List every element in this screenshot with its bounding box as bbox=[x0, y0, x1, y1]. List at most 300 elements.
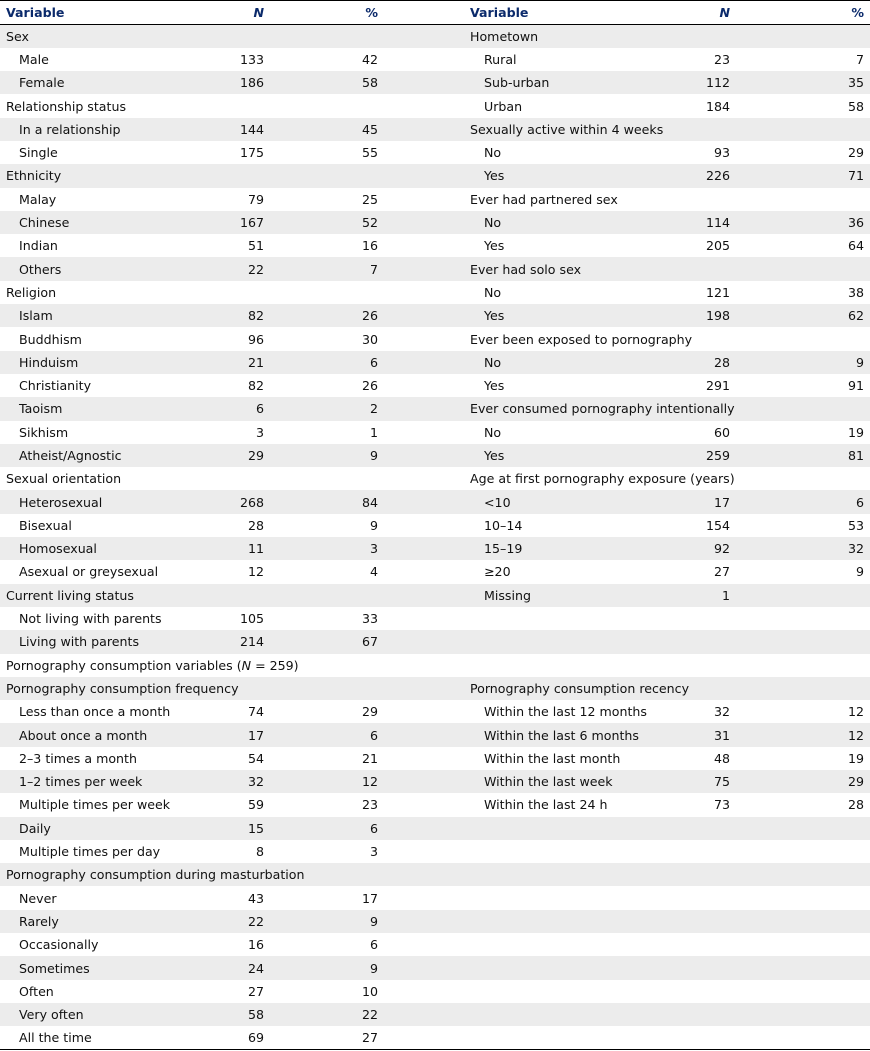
left-n-value: 59 bbox=[247, 797, 264, 813]
empty-cell bbox=[470, 956, 636, 979]
right-category-label: Sexually active within 4 weeks bbox=[470, 121, 664, 137]
left-n-value: 8 bbox=[255, 844, 264, 860]
column-gap bbox=[384, 514, 470, 537]
left-item-label: Daily bbox=[19, 820, 51, 836]
left-n-value: 82 bbox=[247, 308, 264, 324]
right-n-value: 198 bbox=[705, 308, 730, 324]
left-item-label: Often bbox=[19, 983, 54, 999]
left-pct-value: 3 bbox=[369, 541, 378, 557]
right-item-label: ≥20 bbox=[484, 564, 511, 580]
table-row bbox=[0, 257, 870, 280]
table-row bbox=[0, 188, 870, 211]
empty-cell bbox=[470, 980, 636, 1003]
table-row bbox=[0, 514, 870, 537]
left-n-value: 3 bbox=[255, 424, 264, 440]
right-item-label: No bbox=[484, 284, 502, 300]
left-n-value: 21 bbox=[247, 354, 264, 370]
table-row bbox=[0, 793, 870, 816]
left-n-value: 29 bbox=[247, 447, 264, 463]
column-gap bbox=[384, 327, 470, 350]
left-category-label: Current living status bbox=[6, 587, 134, 603]
empty-cell bbox=[470, 886, 636, 909]
right-pct-value bbox=[736, 327, 870, 350]
left-pct-value: 26 bbox=[361, 378, 378, 394]
left-pct-value bbox=[270, 584, 384, 607]
header-variable-right: Variable bbox=[470, 1, 636, 25]
right-pct-value: 7 bbox=[855, 51, 864, 67]
left-n-value: 32 bbox=[247, 774, 264, 790]
table-row bbox=[0, 956, 870, 979]
column-gap bbox=[384, 351, 470, 374]
table-row bbox=[0, 654, 870, 677]
right-pct-value: 62 bbox=[847, 308, 864, 324]
column-gap bbox=[384, 188, 470, 211]
empty-cell bbox=[736, 863, 870, 886]
right-pct-value bbox=[736, 584, 870, 607]
right-pct-value: 64 bbox=[847, 238, 864, 254]
left-n-value: 16 bbox=[247, 937, 264, 953]
empty-cell bbox=[636, 863, 736, 886]
left-item-label: Sikhism bbox=[19, 424, 69, 440]
left-item-label: Taoism bbox=[19, 401, 63, 417]
left-n-value: 28 bbox=[247, 517, 264, 533]
table-row bbox=[0, 933, 870, 956]
left-item-label: Not living with parents bbox=[19, 611, 162, 627]
right-pct-value: 29 bbox=[847, 145, 864, 161]
left-category-label: Sexual orientation bbox=[6, 471, 122, 487]
left-pct-value: 22 bbox=[361, 1007, 378, 1023]
right-item-label: Yes bbox=[484, 238, 505, 254]
left-pct-value bbox=[270, 25, 384, 48]
empty-cell bbox=[736, 630, 870, 653]
column-gap bbox=[384, 793, 470, 816]
right-n-value: 73 bbox=[713, 797, 730, 813]
table-row bbox=[0, 281, 870, 304]
left-item-label: Living with parents bbox=[19, 634, 140, 650]
left-category-label: Pornography consumption during masturbation bbox=[6, 867, 305, 883]
left-pct-value: 29 bbox=[361, 704, 378, 720]
column-gap bbox=[384, 933, 470, 956]
left-item-label: Less than once a month bbox=[19, 704, 171, 720]
table-row bbox=[0, 164, 870, 187]
column-gap bbox=[384, 560, 470, 583]
column-gap bbox=[384, 863, 470, 886]
left-pct-value: 10 bbox=[361, 983, 378, 999]
table-row bbox=[0, 444, 870, 467]
left-n-value: 79 bbox=[247, 191, 264, 207]
column-gap bbox=[384, 94, 470, 117]
left-pct-value: 6 bbox=[369, 354, 378, 370]
left-category-label: Ethnicity bbox=[6, 168, 62, 184]
table-row bbox=[0, 910, 870, 933]
right-item-label: Yes bbox=[484, 168, 505, 184]
left-pct-value: 27 bbox=[270, 1026, 384, 1049]
left-pct-value: 67 bbox=[361, 634, 378, 650]
column-gap bbox=[384, 374, 470, 397]
right-pct-value: 9 bbox=[855, 564, 864, 580]
empty-cell bbox=[736, 840, 870, 863]
right-n-value: 17 bbox=[713, 494, 730, 510]
left-n-value: 167 bbox=[239, 215, 264, 231]
right-item-label: Urban bbox=[484, 98, 523, 114]
empty-cell bbox=[470, 630, 636, 653]
right-pct-value: 9 bbox=[855, 354, 864, 370]
left-item-label: Homosexual bbox=[19, 541, 97, 557]
left-pct-value: 26 bbox=[361, 308, 378, 324]
left-pct-value: 3 bbox=[369, 844, 378, 860]
right-n-value: 226 bbox=[705, 168, 730, 184]
column-gap bbox=[384, 304, 470, 327]
left-n-value bbox=[170, 94, 270, 117]
table-row bbox=[0, 25, 870, 48]
table-row bbox=[0, 374, 870, 397]
table-row bbox=[0, 537, 870, 560]
empty-cell bbox=[470, 607, 636, 630]
left-n-value: 12 bbox=[247, 564, 264, 580]
right-pct-value: 12 bbox=[847, 704, 864, 720]
right-item-label: No bbox=[484, 145, 502, 161]
left-pct-value: 25 bbox=[361, 191, 378, 207]
column-gap bbox=[384, 25, 470, 48]
left-n-value: 17 bbox=[247, 727, 264, 743]
left-pct-value: 58 bbox=[361, 75, 378, 91]
table-header-row bbox=[0, 1, 870, 25]
left-item-label: Occasionally bbox=[19, 937, 99, 953]
header-gap bbox=[384, 1, 470, 25]
right-item-label: Within the last 6 months bbox=[484, 727, 639, 743]
left-n-value: 27 bbox=[247, 983, 264, 999]
left-pct-value: 2 bbox=[369, 401, 378, 417]
right-n-value: 32 bbox=[713, 704, 730, 720]
column-gap bbox=[384, 397, 470, 420]
left-item-label: Indian bbox=[19, 238, 58, 254]
right-pct-value bbox=[736, 467, 870, 490]
left-category-label: Religion bbox=[6, 284, 57, 300]
left-pct-value bbox=[270, 164, 384, 187]
left-pct-value bbox=[270, 467, 384, 490]
right-item-label: Within the last 12 months bbox=[484, 704, 647, 720]
left-n-value bbox=[170, 584, 270, 607]
right-pct-value bbox=[736, 257, 870, 280]
left-n-value: 133 bbox=[239, 51, 264, 67]
right-pct-value bbox=[736, 397, 870, 420]
table-row bbox=[0, 1026, 870, 1049]
left-n-value bbox=[170, 467, 270, 490]
left-item-label: About once a month bbox=[19, 727, 148, 743]
left-n-value: 268 bbox=[239, 494, 264, 510]
column-gap bbox=[384, 421, 470, 444]
right-pct-value: 6 bbox=[855, 494, 864, 510]
left-item-label: Multiple times per week bbox=[19, 797, 171, 813]
left-n-value: 24 bbox=[247, 960, 264, 976]
right-item-label: Yes bbox=[484, 378, 505, 394]
left-item-label: Sometimes bbox=[19, 960, 90, 976]
right-pct-value bbox=[736, 677, 870, 700]
left-pct-value: 30 bbox=[361, 331, 378, 347]
empty-cell bbox=[736, 817, 870, 840]
empty-cell bbox=[636, 630, 736, 653]
empty-cell bbox=[736, 1026, 870, 1049]
header-pct-right: % bbox=[736, 1, 870, 25]
left-pct-value: 6 bbox=[369, 820, 378, 836]
table-row bbox=[0, 747, 870, 770]
table-row bbox=[0, 327, 870, 350]
column-gap bbox=[384, 118, 470, 141]
left-item-label: Christianity bbox=[19, 378, 92, 394]
table-row bbox=[0, 886, 870, 909]
full-width-section-header bbox=[0, 654, 870, 677]
right-n-value: 75 bbox=[713, 774, 730, 790]
right-pct-value: 12 bbox=[847, 727, 864, 743]
left-n-value bbox=[170, 281, 270, 304]
right-pct-value: 36 bbox=[847, 215, 864, 231]
column-gap bbox=[384, 607, 470, 630]
left-n-value: 22 bbox=[247, 913, 264, 929]
right-item-label: <10 bbox=[484, 494, 511, 510]
right-item-label: Missing bbox=[484, 587, 531, 603]
right-pct-value: 81 bbox=[847, 447, 864, 463]
left-pct-value: 9 bbox=[369, 960, 378, 976]
column-gap bbox=[384, 1026, 470, 1049]
table-row bbox=[0, 351, 870, 374]
table-row bbox=[0, 630, 870, 653]
empty-cell bbox=[736, 980, 870, 1003]
left-item-label: Hinduism bbox=[19, 354, 79, 370]
left-n-value bbox=[170, 164, 270, 187]
right-item-label: Within the last month bbox=[484, 750, 621, 766]
column-gap bbox=[384, 141, 470, 164]
left-item-label: 1–2 times per week bbox=[19, 774, 143, 790]
right-pct-value bbox=[736, 118, 870, 141]
header-pct-left: % bbox=[270, 1, 384, 25]
header-variable-left: Variable bbox=[0, 1, 170, 25]
table-row bbox=[0, 1003, 870, 1026]
right-n-value: 28 bbox=[713, 354, 730, 370]
right-item-label: No bbox=[484, 354, 502, 370]
column-gap bbox=[384, 444, 470, 467]
left-category-label: Pornography consumption frequency bbox=[6, 680, 239, 696]
left-pct-value: 23 bbox=[361, 797, 378, 813]
empty-cell bbox=[636, 607, 736, 630]
column-gap bbox=[384, 71, 470, 94]
left-item-label: Others bbox=[19, 261, 62, 277]
right-item-label: 15–19 bbox=[484, 541, 523, 557]
left-pct-value: 9 bbox=[369, 517, 378, 533]
right-n-value: 121 bbox=[705, 284, 730, 300]
table-row bbox=[0, 397, 870, 420]
right-item-label: Within the last 24 h bbox=[484, 797, 608, 813]
column-gap bbox=[384, 700, 470, 723]
left-pct-value: 9 bbox=[369, 913, 378, 929]
empty-cell bbox=[736, 933, 870, 956]
left-n-value: 51 bbox=[247, 238, 264, 254]
right-n-value: 60 bbox=[713, 424, 730, 440]
table-row bbox=[0, 234, 870, 257]
empty-cell bbox=[470, 1026, 636, 1049]
right-category-label: Ever had partnered sex bbox=[470, 191, 618, 207]
table-row bbox=[0, 211, 870, 234]
column-gap bbox=[384, 537, 470, 560]
empty-cell bbox=[636, 840, 736, 863]
column-gap bbox=[384, 886, 470, 909]
left-pct-value: 84 bbox=[361, 494, 378, 510]
left-n-value bbox=[170, 25, 270, 48]
column-gap bbox=[384, 234, 470, 257]
right-n-value: 154 bbox=[705, 517, 730, 533]
column-gap bbox=[384, 164, 470, 187]
left-n-value: 96 bbox=[247, 331, 264, 347]
empty-cell bbox=[636, 886, 736, 909]
empty-cell bbox=[470, 840, 636, 863]
right-category-label: Ever had solo sex bbox=[470, 261, 582, 277]
empty-cell bbox=[470, 1003, 636, 1026]
left-n-value: 22 bbox=[247, 261, 264, 277]
left-item-label: Buddhism bbox=[19, 331, 82, 347]
left-n-value: 15 bbox=[247, 820, 264, 836]
left-pct-value: 55 bbox=[361, 145, 378, 161]
right-pct-value bbox=[736, 25, 870, 48]
right-n-value: 48 bbox=[713, 750, 730, 766]
left-item-label: All the time bbox=[0, 1026, 170, 1049]
left-n-value: 105 bbox=[239, 611, 264, 627]
left-pct-value bbox=[270, 281, 384, 304]
left-category-label: Relationship status bbox=[6, 98, 127, 114]
right-category-label: Pornography consumption recency bbox=[470, 680, 690, 696]
left-item-label: Rarely bbox=[19, 913, 59, 929]
right-item-label: Within the last week bbox=[484, 774, 613, 790]
empty-cell bbox=[736, 607, 870, 630]
empty-cell bbox=[636, 980, 736, 1003]
right-category-label: Hometown bbox=[470, 28, 539, 44]
table-row bbox=[0, 141, 870, 164]
right-n-value: 112 bbox=[705, 75, 730, 91]
left-pct-value: 16 bbox=[361, 238, 378, 254]
right-pct-value: 35 bbox=[847, 75, 864, 91]
left-pct-value: 33 bbox=[361, 611, 378, 627]
left-n-value: 144 bbox=[239, 121, 264, 137]
right-pct-value bbox=[736, 188, 870, 211]
table-row bbox=[0, 71, 870, 94]
column-gap bbox=[384, 747, 470, 770]
left-item-label: Single bbox=[19, 145, 58, 161]
left-item-label: In a relationship bbox=[19, 121, 121, 137]
right-n-value: 291 bbox=[705, 378, 730, 394]
column-gap bbox=[384, 584, 470, 607]
left-pct-value: 42 bbox=[361, 51, 378, 67]
left-item-label: 2–3 times a month bbox=[19, 750, 137, 766]
section-header-prefix: Pornography consumption variables ( bbox=[6, 657, 242, 673]
empty-cell bbox=[736, 886, 870, 909]
right-n-value: 92 bbox=[713, 541, 730, 557]
empty-cell bbox=[470, 863, 636, 886]
header-n-left: N bbox=[170, 1, 270, 25]
right-n-value bbox=[636, 25, 736, 48]
empty-cell bbox=[470, 933, 636, 956]
left-item-label: Bisexual bbox=[19, 517, 72, 533]
right-pct-value: 53 bbox=[847, 517, 864, 533]
column-gap bbox=[384, 817, 470, 840]
empty-cell bbox=[736, 1003, 870, 1026]
left-item-label: Malay bbox=[19, 191, 57, 207]
table-row bbox=[0, 467, 870, 490]
column-gap bbox=[384, 956, 470, 979]
empty-cell bbox=[736, 910, 870, 933]
left-item-label: Islam bbox=[19, 308, 53, 324]
right-n-value: 27 bbox=[713, 564, 730, 580]
right-category-label: Ever consumed pornography intentionally bbox=[470, 401, 735, 417]
left-n-value: 43 bbox=[247, 890, 264, 906]
left-pct-value: 1 bbox=[369, 424, 378, 440]
column-gap bbox=[384, 1003, 470, 1026]
column-gap bbox=[384, 840, 470, 863]
header-n-right: N bbox=[636, 1, 736, 25]
empty-cell bbox=[636, 1026, 736, 1049]
right-category-label: Ever been exposed to pornography bbox=[470, 331, 693, 347]
left-item-label: Female bbox=[19, 75, 65, 91]
table-row bbox=[0, 94, 870, 117]
table-row bbox=[0, 840, 870, 863]
right-n-value bbox=[636, 257, 736, 280]
right-item-label: 10–14 bbox=[484, 517, 523, 533]
right-n-value bbox=[636, 188, 736, 211]
column-gap bbox=[384, 677, 470, 700]
table-row bbox=[0, 817, 870, 840]
right-pct-value: 28 bbox=[847, 797, 864, 813]
left-n-value: 214 bbox=[239, 634, 264, 650]
right-n-value: 205 bbox=[705, 238, 730, 254]
left-n-value: 175 bbox=[239, 145, 264, 161]
column-gap bbox=[384, 910, 470, 933]
right-category-label: Age at first pornography exposure (years) bbox=[470, 471, 735, 487]
left-n-value: 11 bbox=[247, 541, 264, 557]
table-row bbox=[0, 490, 870, 513]
left-pct-value: 9 bbox=[369, 447, 378, 463]
left-pct-value: 4 bbox=[369, 564, 378, 580]
left-category-label: Sex bbox=[6, 28, 29, 44]
left-item-label: Very often bbox=[19, 1007, 84, 1023]
table-row bbox=[0, 607, 870, 630]
left-pct-value: 7 bbox=[369, 261, 378, 277]
table-row bbox=[0, 980, 870, 1003]
column-gap bbox=[384, 770, 470, 793]
left-n-value: 74 bbox=[247, 704, 264, 720]
right-n-value: 23 bbox=[713, 51, 730, 67]
empty-cell bbox=[636, 933, 736, 956]
left-item-label: Male bbox=[19, 51, 49, 67]
right-pct-value: 32 bbox=[847, 541, 864, 557]
left-pct-value bbox=[270, 677, 384, 700]
left-item-label: Never bbox=[19, 890, 57, 906]
left-pct-value: 12 bbox=[361, 774, 378, 790]
table-row bbox=[0, 700, 870, 723]
table-row bbox=[0, 118, 870, 141]
right-pct-value: 58 bbox=[847, 98, 864, 114]
empty-cell bbox=[636, 1003, 736, 1026]
column-gap bbox=[384, 723, 470, 746]
right-pct-value: 19 bbox=[847, 424, 864, 440]
right-pct-value: 38 bbox=[847, 284, 864, 300]
left-n-value: 6 bbox=[255, 401, 264, 417]
left-pct-value: 21 bbox=[361, 750, 378, 766]
table-row bbox=[0, 48, 870, 71]
empty-cell bbox=[736, 956, 870, 979]
right-n-value: 114 bbox=[705, 215, 730, 231]
right-item-label: Yes bbox=[484, 447, 505, 463]
right-item-label: Rural bbox=[484, 51, 517, 67]
table-row bbox=[0, 863, 870, 886]
left-n-value: 69 bbox=[170, 1026, 270, 1049]
table-row bbox=[0, 770, 870, 793]
